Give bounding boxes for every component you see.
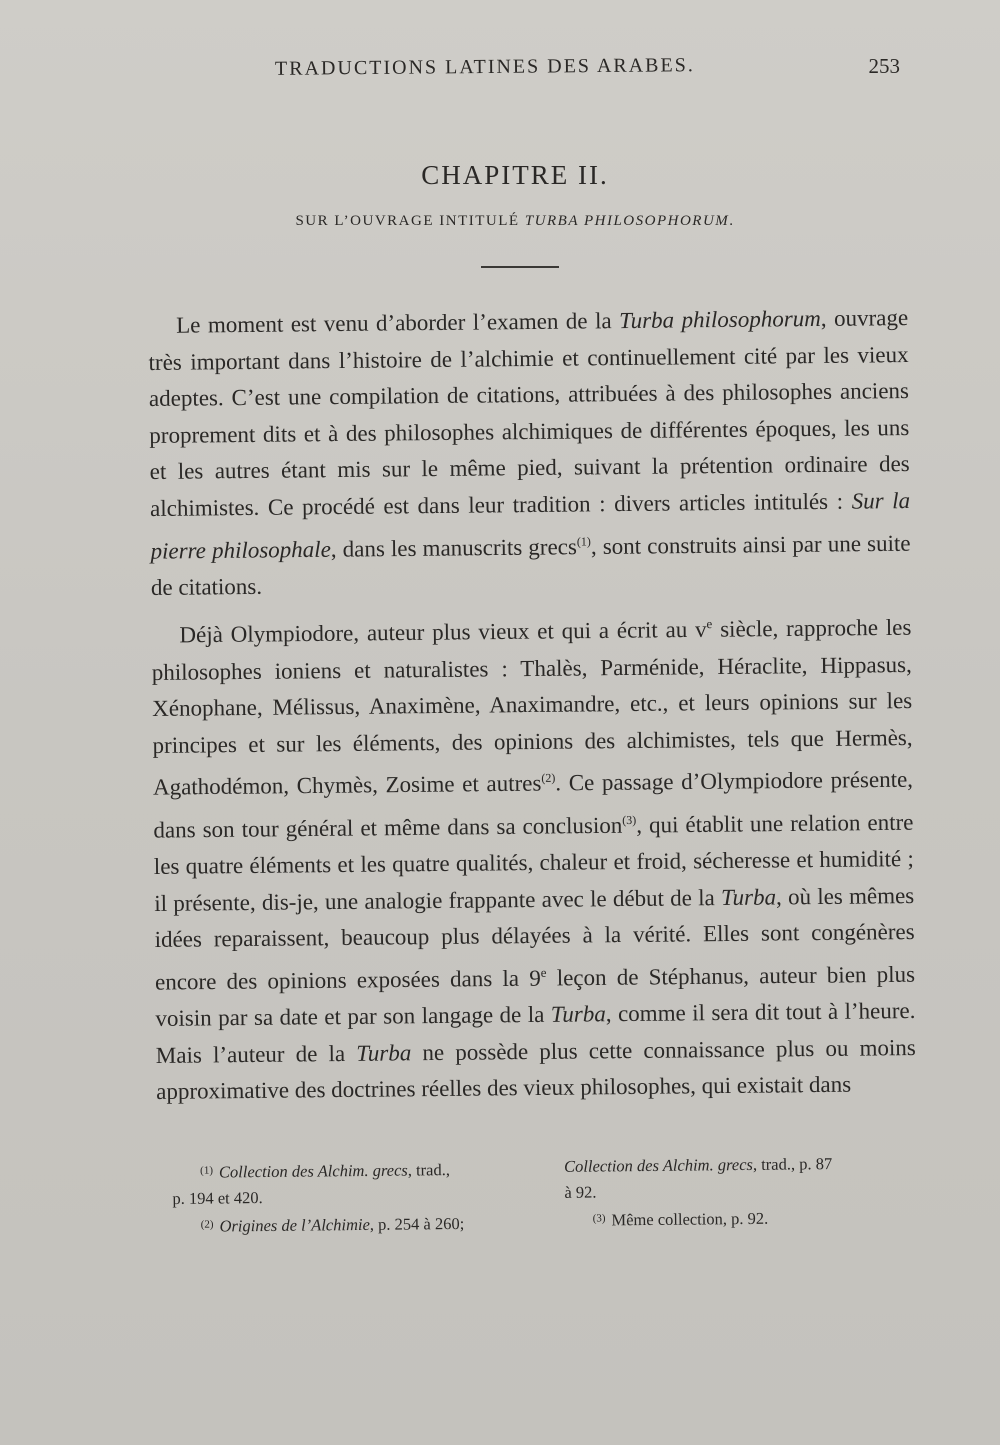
p2-text-3: . Ce passage d’Olympiodore présente, dans son tour général et même dans sa conclusion [153, 767, 914, 843]
footnote-3-mark: (3) [592, 1212, 606, 1225]
chapter-title: CHAPITRE II. [421, 160, 609, 190]
footnotes-left-column [172, 1154, 533, 1240]
paragraph-1 [148, 300, 911, 606]
century-superscript: e [706, 616, 713, 632]
footnote-3 [565, 1202, 925, 1234]
footnote-2-cont-line-2: à 92. [564, 1182, 597, 1202]
p1-text-4: , sont construits ainsi par une suite de citations. [150, 530, 911, 600]
p2-italic-3: Turba [356, 1039, 412, 1066]
p2-text-6: leçon de Stéphanus, auteur bien plus voisin par sa date et par son langage de la [155, 961, 916, 1031]
footnote-3-text: Même collection, p. 92. [611, 1208, 769, 1230]
body-text [148, 300, 916, 1111]
footnote-2-title: Origines de l’Alchimie [219, 1214, 370, 1236]
p2-text-7: , comme il sera dit tout à l’heure. Mais l’auteur de la [155, 997, 916, 1068]
footnote-ref-3: (3) [622, 812, 637, 827]
footnote-2-mark: (2) [200, 1218, 214, 1231]
subtitle-work-title: TURBA PHILOSOPHORUM [524, 213, 730, 229]
p1-text-2: , ouvrage très important dans l’histoire de l’alchimie et continuellement cité par les vieux adeptes. C’est une compilation de citations, attribuées à des philosophes anciens proprement dits et à des philosophes alchimiques de différentes époques, les uns et les autres étant mis sur le même pied, suivant la prétention ordinaire des alchimistes. Ce procédé est dans leur tradition : divers articles intitulés : [148, 305, 910, 521]
title-rule [481, 266, 559, 268]
footnote-1-title: Collection des Alchim. grecs [218, 1160, 408, 1182]
footnote-ref-1: (1) [576, 533, 591, 549]
footnote-2-continuation [564, 1150, 924, 1180]
p1-italic-1: Turba philosophorum [618, 305, 821, 334]
running-title: TRADUCTIONS LATINES DES ARABES. [274, 54, 695, 80]
footnote-2-cont-rest: , trad., p. 87 [752, 1154, 833, 1174]
p2-italic-2: Turba [550, 1001, 606, 1027]
subtitle-prefix: SUR L’OUVRAGE INTITULÉ [295, 213, 525, 229]
footnote-1-mark: (1) [200, 1164, 214, 1177]
p2-text-5: , où les mêmes idées reparaissent, beaucoup plus délayées à la vérité. Elles sont congénères encore des opinions exposées dans la 9 [154, 882, 915, 995]
p1-text-1: Le moment est venu d’aborder l’examen de la [176, 308, 620, 338]
p2-text-4: , qui établit une relation entre les quatre éléments et les quatre qualités, chaleur et froid, sécheresse et humidité ; il présente, dis-je, une analogie frappante avec le début de la [153, 809, 914, 916]
footnotes [172, 1150, 912, 1236]
footnote-ref-2: (2) [541, 771, 556, 786]
p2-italic-1: Turba [720, 883, 777, 910]
paragraph-2 [151, 604, 916, 1110]
page-number: 253 [868, 54, 900, 78]
p2-text-1: Déjà Olympiodore, auteur plus vieux et qui a écrit au v [179, 617, 707, 648]
chapter-subtitle [0, 213, 1000, 230]
footnote-1 [172, 1154, 532, 1186]
footnote-1-line-2: p. 194 et 420. [172, 1188, 263, 1208]
p2-text-2: siècle, rapproche les philosophes ioniens et naturalistes : Thalès, Parménide, Héraclite, Hippasus, Xénophane, Mélissus, Anaximène, Anaximandre, etc., et leurs opinions sur les principes et sur les éléments, des opinions des alchimistes, tels que Hermès, Agathodémon, Chymès, Zosime et autres [151, 615, 913, 801]
footnote-1-rest: , trad., [407, 1160, 451, 1180]
footnote-2 [173, 1208, 533, 1240]
p1-text-3: , dans les manuscrits grecs [330, 533, 578, 562]
subtitle-suffix: . [729, 213, 735, 229]
footnotes-right-column [564, 1150, 925, 1234]
footnote-2-cont-title: Collection des Alchim. grecs [564, 1154, 754, 1176]
p2-text-8: ne possède plus cette connaissance plus ou moins approximative des doctrines réelles des vieux philosophes, qui existait dans [156, 1034, 916, 1105]
footnote-2-rest: , p. 254 à 260; [369, 1213, 465, 1234]
running-head [150, 56, 910, 92]
ordinal-superscript: e [540, 964, 547, 980]
p1-italic-2: Sur la pierre philosophale [150, 487, 911, 564]
